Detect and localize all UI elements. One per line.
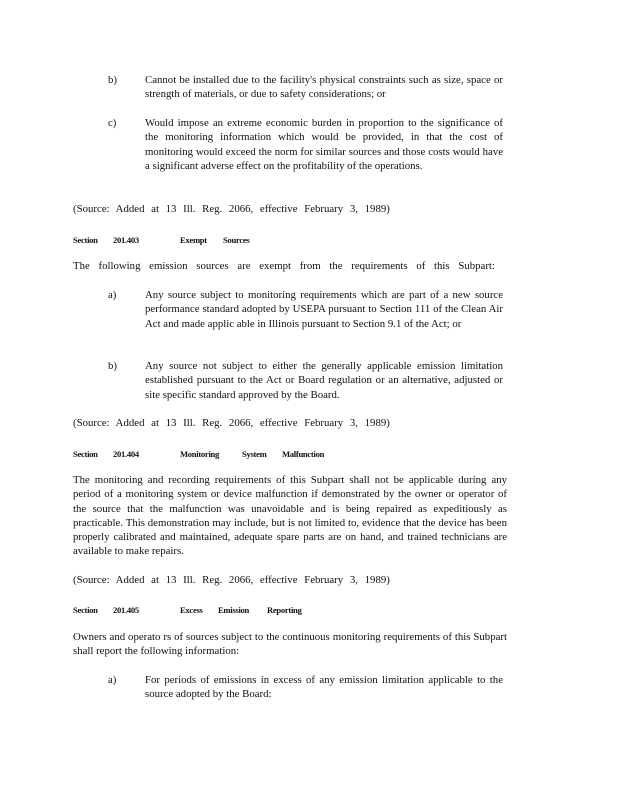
item-label: b) [108,74,117,86]
section-title-word: Malfunction [282,449,325,459]
item-label: a) [108,289,117,301]
section-title-word: Excess [180,605,203,615]
item-text: For periods of emissions in excess of any emission limitation applicable to the source adopted by the Board: [145,674,503,701]
item-label: b) [108,360,117,372]
section-title-word: Exempt [180,235,207,245]
item-label: a) [108,674,117,686]
section-label: Section [73,235,98,245]
section-title-word: Sources [223,235,250,245]
section-title-word: Emission [218,605,250,615]
source-note: (Source: Added at 13 Ill. Reg. 2066, effective February 3, 1989) [73,574,390,586]
section-number: 201.405 [113,605,139,615]
section-label: Section [73,449,98,459]
section-number: 201.403 [113,235,139,245]
section-label: Section [73,605,98,615]
section-paragraph: Owners and operato rs of sources subject to the continuous monitoring requirements of this Subpart shall report the following information: [73,631,507,658]
item-text: Would impose an extreme economic burden in proportion to the significance of the monitoring information which would be provided, in that the cost of monitoring would exceed the norm for similar sources and those costs would have a significant adverse effect on the profitability of the operations. [145,117,503,172]
section-paragraph: The following emission sources are exempt from the requirements of this Subpart: [73,260,495,272]
section-title-word: Monitoring [180,449,220,459]
section-title-word: System [242,449,267,459]
source-note: (Source: Added at 13 Ill. Reg. 2066, effective February 3, 1989) [73,417,390,429]
section-number: 201.404 [113,449,139,459]
section-paragraph: The monitoring and recording requirements of this Subpart shall not be applicable during any period of a monitoring system or device malfunction if demonstrated by the owner or operator of the source that the malfunction was unavoidable and is being repaired as expeditiously as practicable. This demonstration may include, but is not limited to, evidence that the device has been properly calibrated and maintained, adequate spare parts are on hand, and trained technicians are available to make repairs. [73,474,507,558]
item-text: Any source subject to monitoring requirements which are part of a new source performance standard adopted by USEPA pursuant to Section 111 of the Clean Air Act and made applic able in Illinois pursuant to Section 9.1 of the Act; or [145,289,503,330]
item-label: c) [108,117,117,129]
item-text: Cannot be installed due to the facility's physical constraints such as size, space or strength of materials, or due to safety considerations; or [145,74,503,101]
item-text: Any source not subject to either the generally applicable emission limitation established pursuant to the Act or Board regulation or an alternative, adjusted or site specific standard approved by the Board. [145,360,503,401]
section-title-word: Reporting [267,605,302,615]
source-note: (Source: Added at 13 Ill. Reg. 2066, effective February 3, 1989) [73,203,390,215]
